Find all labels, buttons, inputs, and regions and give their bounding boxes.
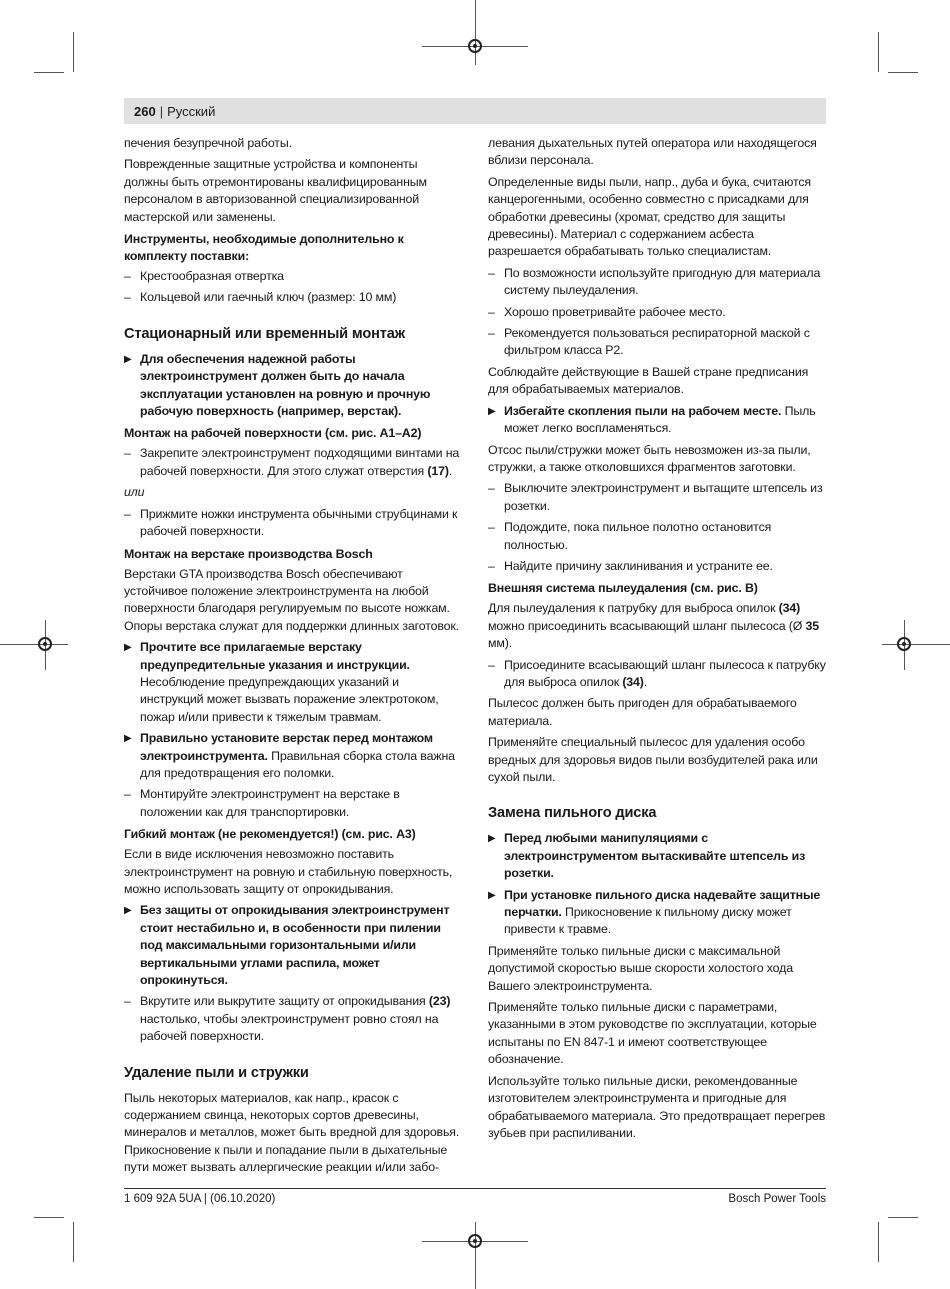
subsection-heading [124, 546, 462, 563]
paragraph [124, 135, 462, 152]
dash-list-item [124, 268, 462, 285]
warning-bold-text: При установке пильного диска надевайте защитные перчатки. [504, 887, 821, 920]
crop-mark-top-center-v [475, 0, 476, 65]
dash-list-item [488, 657, 826, 692]
warning-text: Несоблюдение предупреждающих указаний и инструкций может вызвать поражение электротоком, пожар и/или привести к тяжелым травмам. [140, 674, 439, 724]
warning-text: Пыль может легко воспламеняться. [504, 403, 816, 436]
item-text: Монтаж на рабочей поверхности (см. рис. A1–A2) [124, 426, 422, 441]
warning-text: Прикосновение к пильному диску может привести к травме. [504, 905, 792, 937]
registration-mark-top-icon [468, 39, 482, 53]
paragraph [488, 999, 826, 1069]
item-text-after: мм). [488, 636, 513, 651]
item-text: Гибкий монтаж (не рекомендуется!) (см. рис. A3) [124, 827, 416, 842]
dash-list-item [124, 786, 462, 821]
item-text: Подождите, пока пильное полотно остановится полностью. [504, 520, 772, 552]
item-text-after: можно присоединить всасывающий шланг пылесоса (Ø [488, 618, 806, 633]
subsection-heading [124, 231, 462, 265]
warning-item [488, 403, 826, 438]
item-text: Используйте только пильные диски, рекомендованные изготовителем электроинструмента и пригодные для обрабатываемого материала. Это предотвращает перегрев зубьев при распиливании. [488, 1073, 826, 1140]
dash-list-item [488, 325, 826, 360]
item-text: Замена пильного диска [488, 805, 657, 822]
item-text: Закрепите электроинструмент подходящими винтами на рабочей поверхности. Для этого служат отверстия [140, 446, 460, 478]
header-language: Русский [167, 103, 216, 119]
item-text: Кольцевой или гаечный ключ (размер: 10 мм) [140, 290, 397, 305]
item-text-after: . [643, 674, 648, 689]
item-text: Вкрутите или выкрутите защиту от опрокидывания [140, 994, 429, 1009]
item-text: Пыль некоторых материалов, как напр., красок с содержанием свинца, некоторых сортов древесины, минералов и металлов, может быть вредной для здоровья. Прикосновение к пыли и попадание пыли в дыхательные пути может вызвать аллергические реакции и/или забо- [124, 1090, 460, 1175]
item-text: Определенные виды пыли, напр., дуба и бука, считаются канцерогенными, особенно совместно с присадками для обработки древесины (хромат, средство для защиты древесины). Материал с содержанием асбеста разрешается обрабатывать только специалистам. [488, 174, 811, 259]
paragraph [488, 442, 826, 477]
paragraph [488, 734, 826, 786]
dash-list-item [124, 289, 462, 306]
crop-mark-bottom-right-h [888, 1217, 918, 1218]
crop-mark-bottom-left-v [73, 1222, 74, 1262]
item-text: Соблюдайте действующие в Вашей стране предписания для обрабатываемых материалов. [488, 364, 809, 397]
dash-list-item [488, 304, 826, 321]
paragraph [488, 364, 826, 399]
crop-mark-bottom-right-v [878, 1222, 879, 1262]
crop-mark-bottom-left-h [34, 1217, 64, 1218]
item-text: Инструменты, необходимые дополнительно к комплекту поставки: [124, 232, 404, 264]
item-text: левания дыхательных путей оператора или находящегося вблизи персонала. [488, 136, 817, 168]
warning-bold-text: Перед любыми манипуляциями с электроинструментом вытаскивайте штепсель из розетки. [504, 831, 806, 881]
item-text: Отсос пыли/стружки может быть невозможен из-за пыли, стружки, а также отколовшихся фрагментов заготовки. [488, 442, 811, 474]
crop-mark-top-left-v [73, 32, 74, 72]
subsection-heading [488, 580, 826, 597]
warning-item [488, 830, 826, 882]
item-text: Применяйте специальный пылесос для удаления особо вредных для здоровья видов пыли возбудителей рака или сухой пыли. [488, 735, 818, 784]
right-column [488, 135, 826, 1146]
dash-list-item [488, 265, 826, 300]
item-text: Найдите причину заклинивания и устраните ее. [504, 558, 773, 573]
registration-mark-right-icon [897, 637, 911, 651]
item-text: Хорошо проветривайте рабочее место. [504, 304, 726, 319]
dash-list-item [124, 445, 462, 480]
paragraph [124, 846, 462, 898]
registration-mark-bottom-icon [468, 1234, 482, 1248]
item-text: Стационарный или временный монтаж [124, 325, 405, 342]
item-text: Прижмите ножки инструмента обычными струбцинами к рабочей поверхности. [140, 506, 458, 539]
page-footer [124, 1188, 826, 1205]
dash-list-item [124, 993, 462, 1045]
crop-mark-bottom-center-v [475, 1222, 476, 1289]
crop-mark-top-left-h [34, 72, 64, 73]
section-heading [124, 1064, 462, 1082]
item-text: Если в виде исключения невозможно поставить электроинструмент на ровную и стабильную поверхность, можно использовать защиту от опрокидывания. [124, 847, 453, 896]
crop-mark-top-right-h [888, 72, 918, 73]
warning-bold-text: Прочтите все прилагаемые верстаку предупредительные указания и инструкции. [140, 640, 410, 672]
crop-mark-mid-left-h [0, 644, 68, 645]
section-heading [124, 325, 462, 343]
paragraph [124, 1090, 462, 1177]
paragraph [124, 566, 462, 636]
item-text: Крестообразная отвертка [140, 269, 284, 284]
dash-list-item [124, 506, 462, 541]
warning-item [124, 639, 462, 726]
item-text: По возможности используйте пригодную для материала систему пылеудаления. [504, 265, 821, 298]
paragraph [488, 943, 826, 995]
warning-item [124, 730, 462, 782]
item-ref-number: (17) [427, 463, 449, 478]
warning-text: Правильная сборка стола важна для предотвращения его поломки. [140, 748, 455, 780]
item-text: Удаление пыли и стружки [124, 1064, 309, 1081]
item-text: Присоедините всасывающий шланг пылесоса к патрубку для выброса опилок [504, 657, 826, 689]
item-ref-number: (34) [622, 674, 644, 689]
warning-bold-text: Для обеспечения надежной работы электроинструмент должен быть до начала эксплуатации установлен на ровную и прочную рабочую поверхность (например, верстак). [140, 351, 431, 419]
item-ref-number: 35 [805, 618, 820, 633]
paragraph [488, 1073, 826, 1143]
item-text: Верстаки GTA производства Bosch обеспечивают устойчивое положение электроинструмента на любой поверхности благодаря регулируемым по высоте ножкам. Опоры верстака служат для поддержки длинных заготовок. [124, 566, 459, 633]
page-header [124, 98, 826, 124]
item-text: Применяйте только пильные диски с максимальной допустимой скоростью выше скорости холостого хода Вашего электроинструмента. [488, 943, 793, 993]
item-ref-number: (23) [428, 994, 451, 1009]
item-text: Рекомендуется пользоваться респираторной маской с фильтром класса P2. [504, 326, 810, 358]
subsection-heading [124, 826, 462, 843]
item-ref-number: (34) [778, 601, 801, 616]
item-text: Для пылеудаления к патрубку для выброса опилок [488, 601, 779, 616]
warning-item [124, 351, 462, 421]
item-text-after: . [448, 463, 453, 478]
item-text: печения безупречной работы. [124, 136, 292, 150]
item-text: Монтируйте электроинструмент на верстаке в положении как для транспортировки. [140, 787, 400, 819]
warning-bold-text: Избегайте скопления пыли на рабочем месте. [504, 403, 782, 418]
warning-item [488, 887, 826, 939]
dash-list-item [488, 558, 826, 575]
paragraph [488, 135, 826, 170]
crop-mark-mid-right-h [882, 644, 950, 645]
item-text: Выключите электроинструмент и вытащите штепсель из розетки. [504, 481, 823, 513]
warning-item [124, 902, 462, 989]
dash-list-item [488, 480, 826, 515]
warning-bold-text: Правильно установите верстак перед монтажом электроинструмента. [140, 731, 433, 763]
paragraph [488, 174, 826, 261]
paragraph [124, 156, 462, 226]
registration-mark-left-icon [38, 637, 52, 651]
dash-list-item [488, 519, 826, 554]
item-text: Внешняя система пылеудаления (см. рис. B) [488, 581, 758, 596]
item-text: Пылесос должен быть пригоден для обрабатываемого материала. [488, 696, 797, 728]
section-heading [488, 804, 826, 822]
header-separator: | [159, 103, 164, 119]
crop-mark-top-right-v [878, 32, 879, 72]
item-text: или [124, 485, 145, 500]
item-text-after: настолько, чтобы электроинструмент ровно стоял на рабочей поверхности. [140, 1011, 439, 1044]
footer-brand: Bosch Power Tools [728, 1193, 826, 1205]
italic-note [124, 484, 462, 501]
left-column [124, 135, 462, 1181]
item-text: Применяйте только пильные диски с параметрами, указанными в этом руководстве по эксплуатации, которые испытаны по EN 847-1 и имеют соответствующее обозначение. [488, 1000, 817, 1067]
page-number: 260 [134, 103, 156, 119]
paragraph [488, 695, 826, 730]
paragraph [488, 600, 826, 652]
footer-doc-id: 1 609 92A 5UA | (06.10.2020) [124, 1193, 276, 1205]
warning-bold-text: Без защиты от опрокидывания электроинструмент стоит нестабильно и, в особенности при пилении под максимальными горизонтальными и/или вертикальными углами распила, может опрокинуться. [140, 903, 450, 988]
item-text: Монтаж на верстаке производства Bosch [124, 546, 373, 561]
item-text: Поврежденные защитные устройства и компоненты должны быть отремонтированы квалифицированным персоналом в авторизованной специализированной мастерской или заменены. [124, 157, 427, 224]
subsection-heading [124, 425, 462, 442]
